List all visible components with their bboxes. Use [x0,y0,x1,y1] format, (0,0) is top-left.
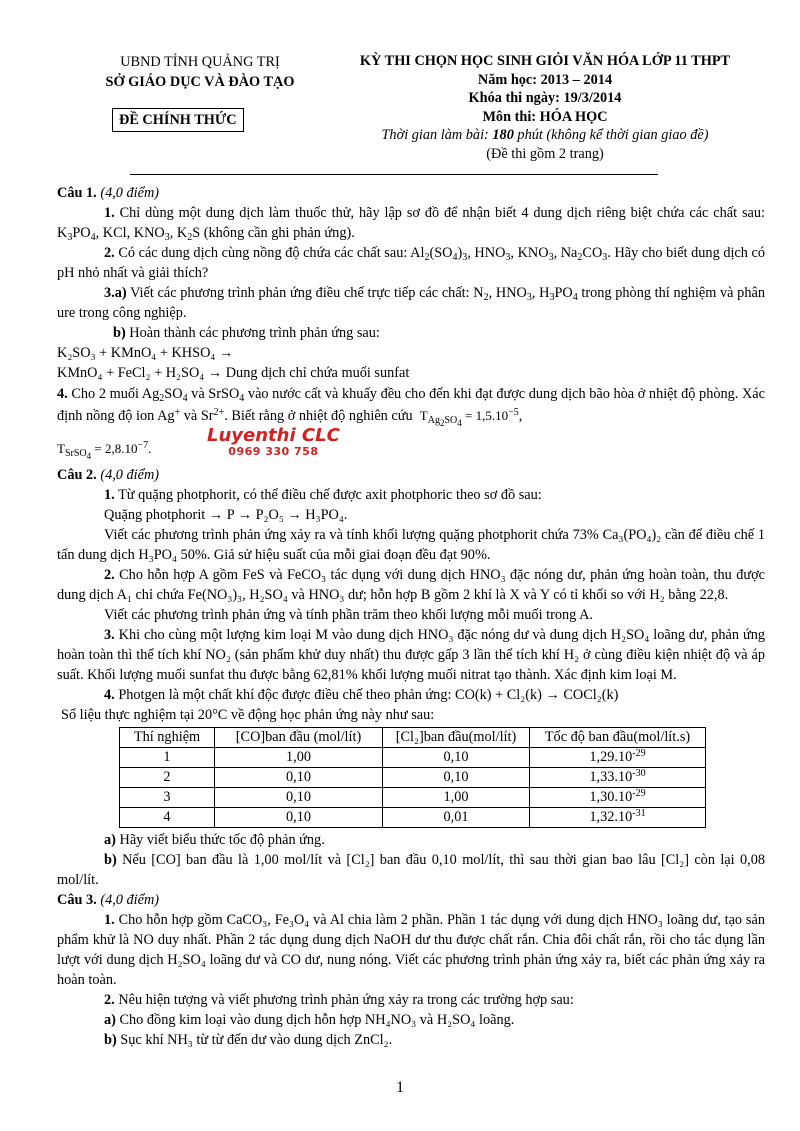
q1-part2: 2. Có các dung dịch cùng nồng độ chứa các chất sau: $Al_2(SO_4)_3$, $HNO_3$, $KNO_3$, $Na_2CO_3$. Hãy cho biết dung dịch có pH nhỏ nhất và giải thích? [57,245,766,281]
header-divider [130,174,658,175]
q3-part2: 2. Nêu hiện tượng và viết phương trình phản ứng xảy ra trong các trường hợp sau: [104,992,574,1008]
exam-date: Khóa thi ngày: 19/3/2014 [468,90,622,106]
table-cell: 0,10 [383,748,530,768]
table-cell: $1,30.10^{-29}$ [530,788,706,808]
q1-part3b: b) Hoàn thành các phương trình phản ứng sau: [113,325,380,341]
q3-part2b: b) Sục khí NH₃ từ từ đến dư vào dung dịch ZnCl₂. [104,1032,393,1048]
q2-part4: 4. Photgen là một chất khí độc được điều chế theo phản ứng: CO(k) + Cl₂(k) → COCl₂(k) [104,687,619,703]
school-year: Năm học: 2013 – 2014 [477,71,613,88]
exam-content [57,183,765,1050]
table-cell: 1,00 [383,788,530,808]
q1-part1: 1. Chỉ dùng một dung dịch làm thuốc thử, hãy lập sơ đồ để nhận biết 4 dung dịch riêng biệt chứa các chất sau: $K_3PO_4$, KCl, $KNO_3$, $K_2S$ (không cần ghi phản ứng). [57,205,766,243]
table-header: [Cl₂]ban đầu(mol/lít) [383,728,530,748]
q2-part1b: Viết các phương trình phản ứng xảy ra và tính khối lượng quặng photphorit chứa 73% Ca₃(PO₄)₂ cần để điều chế 1 tấn dung dịch H₃PO₄ 50%. Giả sử hiệu suất của mỗi giai đoạn đều đạt 90%. [57,527,765,563]
table-cell: 4 [120,808,215,828]
q2-part1: 1. Từ quặng photphorit, có thể điều chế được axit photphoric theo sơ đồ sau: [104,487,542,503]
official-box [112,108,244,132]
table-row [120,808,706,828]
q3-part2a: a) Cho đồng kim loại vào dung dịch hỗn hợp NH₄NO₃ và H₂SO₄ loãng. [104,1012,515,1028]
time-info: Thời gian làm bài: 180 phút (không kể thời gian giao đề) [381,127,709,143]
q2-scheme: Quặng photphorit → P → P₂O₅ → H₃PO₄. [104,507,348,523]
page-number: 1 [396,1079,404,1096]
t-ag2so4: $T_{Ag_2SO_4} = 1,5.10^{-5}$ [419,407,519,428]
exam-title: KỲ THI CHỌN HỌC SINH GIỎI VĂN HÓA LỚP 11 THPT [359,53,731,69]
table-cell: 1 [120,748,215,768]
org-line2: SỞ GIÁO DỤC VÀ ĐÀO TẠO [105,74,295,90]
header-left [70,52,330,92]
table-header-row [120,728,706,748]
q2-part2b: Viết các phương trình phản ứng và tính phần trăm theo khối lượng mỗi muối trong A. [104,607,593,623]
org-line1: UBND TỈNH QUẢNG TRỊ [120,54,280,70]
q1-part4: 4. Cho 2 muối $Ag_2SO_4$ và SrSO$_4$ vào nước cất và khuấy đều cho đến khi đạt được dung dịch bão hòa ở nhiệt độ phòng. Xác định nồng độ ion Ag+ và $Sr^{2+}$. Biết rằng ở nhiệt độ nghiên cứu $T_{Ag_2SO_4} = 1,5.10^{-5}$, [57,386,765,428]
table-row [120,768,706,788]
table-row [120,788,706,808]
table-row [120,748,706,768]
q1-eq1: K₂SO₃ + KMnO₄ + KHSO₄ → [57,345,234,361]
header-right [330,52,760,163]
watermark-name: Luyenthi CLC [207,425,340,446]
table-cell: 0,10 [383,768,530,788]
table-cell: 0,10 [215,768,383,788]
kinetics-table [119,727,706,828]
table-cell: $1,33.10^{-30}$ [530,768,706,788]
table-cell: 3 [120,788,215,808]
table-cell: $1,29.10^{-29}$ [530,748,706,768]
table-cell: 1,00 [215,748,383,768]
table-header: [CO]ban đầu (mol/lít) [215,728,383,748]
q2-part3: 3. Khi cho cùng một lượng kim loại M vào dung dịch HNO₃ đặc nóng dư và dung dịch H₂SO₄ loãng dư, phản ứng hoàn toàn thì thể tích khí NO₂ (sản phẩm khử duy nhất) thu được gấp 3 lần thể tích khí H₂ ở cùng điều kiện nhiệt độ và áp suất. Khối lượng muối sunfat thu được bằng 62,81% khối lượng muối nitrat tạo thành. Xác định kim loại M. [57,627,765,683]
table-cell: 0,01 [383,808,530,828]
official-label: ĐỀ CHÍNH THỨC [112,108,244,132]
q1-part3a: 3.a) Viết các phương trình phản ứng điều chế trực tiếp các chất: $N_2$, $HNO_3$, $H_3PO_4$ trong phòng thí nghiệm và phân ure trong công nghiệp. [57,285,765,321]
q2-heading: Câu 2. (4,0 điểm) [57,467,160,483]
table-cell: $1,32.10^{-31}$ [530,808,706,828]
table-cell: 0,10 [215,808,383,828]
q1-heading: Câu 1. (4,0 điểm) [57,185,160,201]
q2-part4a: a) Hãy viết biểu thức tốc độ phản ứng. [104,832,325,848]
q3-part1: 1. Cho hỗn hợp gồm CaCO₃, Fe₃O₄ và Al chia làm 2 phần. Phần 1 tác dụng với dung dịch HNO₃ loãng dư, tạo sản phẩm khử là NO duy nhất. Phần 2 tác dụng dung dịch NaOH dư thu được chất rắn. Chia đôi chất rắn, rồi cho tác dụng lần lượt với dung dịch H₂SO₄ loãng dư và CO dư, nung nóng. Viết các phương trình phản ứng xảy ra, biết các phản ứng xảy ra hoàn toàn. [57,912,765,988]
table-header: Tốc độ ban đầu(mol/lít.s) [530,728,706,748]
t-srso4: $T_{SrSO_4} = 2,8.10^{-7}$. [57,440,152,461]
q1-eq2: KMnO₄ + FeCl₂ + H₂SO₄ → Dung dịch chỉ chứa muối sunfat [57,365,410,381]
table-cell: 0,10 [215,788,383,808]
watermark-phone: 0969 330 758 [228,445,319,458]
table-header: Thí nghiệm [120,728,215,748]
table-cell: 2 [120,768,215,788]
subject: Môn thi: HÓA HỌC [482,108,608,125]
pages-note: (Đề thi gồm 2 trang) [486,145,604,162]
q2-part2: 2. Cho hỗn hợp A gồm FeS và FeCO₃ tác dụng với dung dịch HNO₃ đặc nóng dư, phản ứng hoàn toàn, thu được dung dịch A₁ chỉ chứa Fe(NO₃)₃, H₂SO₄ và HNO₃ dư; hỗn hợp B gồm 2 khí là X và Y có tỉ khối so với H₂ bằng 22,8. [57,567,765,603]
q3-heading: Câu 3. (4,0 điểm) [57,892,160,908]
q2-part4b: b) Nếu [CO] ban đầu là 1,00 mol/lít và [Cl₂] ban đầu 0,10 mol/lít, thì sau thời gian bao lâu [Cl₂] còn lại 0,08 mol/lít. [57,852,765,888]
q2-data-intro: Số liệu thực nghiệm tại 20°C về động học phản ứng này như sau: [61,707,435,723]
